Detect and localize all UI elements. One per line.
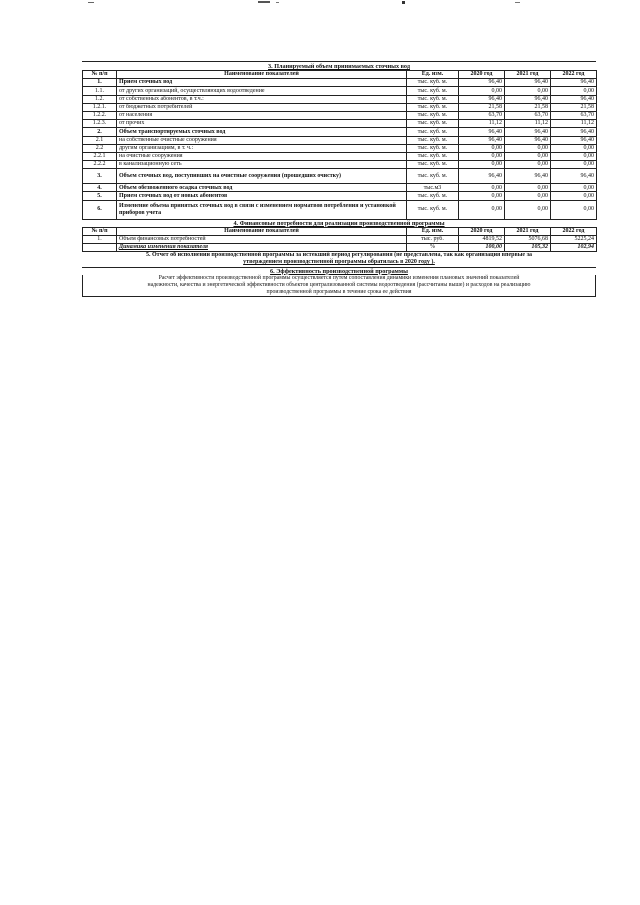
table-row [83, 152, 597, 160]
value-2020: 0,00 [459, 87, 505, 95]
row-unit: тыс. куб. м. [407, 169, 459, 184]
value-2020: 96,40 [459, 128, 505, 136]
value-2020: 0,00 [459, 144, 505, 152]
row-name: от населения [117, 111, 407, 119]
section6-text-box [82, 275, 596, 298]
value-2022: 0,00 [551, 161, 597, 169]
value-2021: 5076,68 [505, 235, 551, 243]
table-row [83, 200, 597, 219]
table-row [83, 144, 597, 152]
row-number: 1.2. [83, 95, 117, 103]
row-name: Динамика изменения показателя [117, 244, 407, 252]
row-unit: тыс. руб. [407, 235, 459, 243]
section6-line: Расчет эффективности производственной программы осуществляется путем сопоставления динамики изменения плановых значений показателей [158, 274, 520, 281]
row-number: 6. [83, 200, 117, 219]
value-2022: 5225,24 [551, 235, 597, 243]
value-2022: 0,00 [551, 192, 597, 200]
value-2022: 0,00 [551, 152, 597, 160]
table-row [83, 120, 597, 128]
value-2021: 0,00 [505, 200, 551, 219]
value-2021: 0,00 [505, 152, 551, 160]
value-2022: 0,00 [551, 184, 597, 192]
table-row [83, 184, 597, 192]
row-number: 1. [83, 79, 117, 87]
col-header-2020: 2020 год [459, 71, 505, 79]
table-row [83, 87, 597, 95]
value-2022: 0,00 [551, 200, 597, 219]
row-number [83, 244, 117, 252]
row-unit: тыс.м3 [407, 184, 459, 192]
value-2021: 105,32 [505, 244, 551, 252]
value-2022: 63,70 [551, 111, 597, 119]
value-2022: 0,00 [551, 87, 597, 95]
row-unit: тыс. куб. м. [407, 79, 459, 87]
col-header-2021: 2021 год [505, 71, 551, 79]
section6-title: 6. Эффективность производственной программы [270, 267, 408, 275]
value-2022: 96,40 [551, 169, 597, 184]
col-header-unit: Ед. изм. [407, 71, 459, 79]
row-unit: тыс. куб. м. [407, 87, 459, 95]
row-name: Объем сточных вод, поступивших на очистные сооружения (прошедших очистку) [117, 169, 407, 184]
value-2020: 96,40 [459, 136, 505, 144]
row-number: 1.1. [83, 87, 117, 95]
row-number: 2.1 [83, 136, 117, 144]
row-number: 1.2.1. [83, 103, 117, 111]
value-2022: 96,40 [551, 79, 597, 87]
table-row [83, 128, 597, 136]
top-rule [82, 61, 596, 62]
col-header-2021: 2021 год [505, 227, 551, 235]
value-2021: 0,00 [505, 144, 551, 152]
value-2020: 100,00 [459, 244, 505, 252]
value-2020: 0,00 [459, 152, 505, 160]
value-2022: 11,12 [551, 120, 597, 128]
value-2022: 96,40 [551, 128, 597, 136]
table-row [83, 111, 597, 119]
row-name: от собственных абонентов, в т.ч.: [117, 95, 407, 103]
row-number: 2. [83, 128, 117, 136]
value-2021: 96,40 [505, 136, 551, 144]
row-unit: тыс. куб. м. [407, 120, 459, 128]
section5-line1: 5. Отчет об исполнении производственной программы за истекший период регулирования (не представлена, так как организация впервые за [145, 252, 533, 259]
value-2021: 96,40 [505, 95, 551, 103]
value-2020: 0,00 [459, 161, 505, 169]
value-2022: 96,40 [551, 136, 597, 144]
table-row [83, 103, 597, 111]
table-row [83, 169, 597, 184]
row-unit: тыс. куб. м. [407, 95, 459, 103]
col-header-name: Наименование показателей [117, 71, 407, 79]
row-unit: тыс. куб. м. [407, 128, 459, 136]
row-number: 3. [83, 169, 117, 184]
row-name: Прием сточных вод [117, 79, 407, 87]
value-2020: 21,58 [459, 103, 505, 111]
row-unit: тыс. куб. м. [407, 200, 459, 219]
row-name: Прием сточных вод от новых абонентов [117, 192, 407, 200]
value-2022: 96,40 [551, 95, 597, 103]
row-name: от других организаций, осуществляющих водоотведение [117, 87, 407, 95]
col-header-2020: 2020 год [459, 227, 505, 235]
value-2021: 96,40 [505, 169, 551, 184]
row-unit: % [407, 244, 459, 252]
table-row [83, 136, 597, 144]
row-name: от бюджетных потребителей [117, 103, 407, 111]
table-row [83, 235, 597, 243]
row-number: 5. [83, 192, 117, 200]
value-2020: 96,40 [459, 169, 505, 184]
row-name: Изменение объема принятых сточных вод в связи с изменением норматвов потребления и установкой приборов учета [117, 200, 407, 219]
value-2020: 4819,52 [459, 235, 505, 243]
value-2020: 63,70 [459, 111, 505, 119]
section3-title: 3. Планируемый объем принимаемых сточных вод [268, 63, 410, 70]
row-number: 1.2.2. [83, 111, 117, 119]
value-2021: 11,12 [505, 120, 551, 128]
section3-table [82, 70, 597, 220]
col-header-num: № п/п [83, 227, 117, 235]
value-2021: 96,40 [505, 79, 551, 87]
table-row [83, 161, 597, 169]
row-unit: тыс. куб. м. [407, 103, 459, 111]
section5-report [82, 252, 596, 267]
table-row [83, 95, 597, 103]
value-2021: 0,00 [505, 184, 551, 192]
table-row [83, 79, 597, 87]
value-2020: 0,00 [459, 192, 505, 200]
col-header-num: № п/п [83, 71, 117, 79]
row-name: Объем обезвоженного осадка сточных вод [117, 184, 407, 192]
value-2020: 0,00 [459, 184, 505, 192]
row-number: 2.2 [83, 144, 117, 152]
value-2020: 96,40 [459, 79, 505, 87]
value-2022: 102,94 [551, 244, 597, 252]
scan-artifacts [0, 0, 640, 10]
row-number: 1. [83, 235, 117, 243]
col-header-2022: 2022 год [551, 71, 597, 79]
row-number: 1.2.3. [83, 120, 117, 128]
row-unit: тыс. куб. м. [407, 152, 459, 160]
col-header-name: Наименование показателей [117, 227, 407, 235]
value-2021: 63,70 [505, 111, 551, 119]
value-2021: 0,00 [505, 87, 551, 95]
section3-header-row [83, 71, 597, 79]
table-row [83, 192, 597, 200]
row-unit: тыс. куб. м. [407, 192, 459, 200]
table-row [83, 244, 597, 252]
value-2021: 21,58 [505, 103, 551, 111]
row-name: Объем транспортируемых сточных вод [117, 128, 407, 136]
value-2021: 0,00 [505, 192, 551, 200]
col-header-unit: Ед. изм. [407, 227, 459, 235]
row-name: Объем финансовых потребностей [117, 235, 407, 243]
section6-line: надежности, качества и энергетической эффективности объектов централизованной системы водоотведения (рассчитаны выше) и расходов на реализацию [147, 281, 531, 288]
row-unit: тыс. куб. м. [407, 144, 459, 152]
section6-line: производственной программы в течение срока ее действия [266, 289, 412, 296]
value-2020: 96,40 [459, 95, 505, 103]
row-name: на собственные очистные сооружения [117, 136, 407, 144]
row-number: 2.2.2 [83, 161, 117, 169]
row-name: на очистные сооружения [117, 152, 407, 160]
col-header-2022: 2022 год [551, 227, 597, 235]
value-2021: 96,40 [505, 128, 551, 136]
value-2021: 0,00 [505, 161, 551, 169]
row-name: от прочих [117, 120, 407, 128]
value-2020: 0,00 [459, 200, 505, 219]
row-name: в канализационную сеть [117, 161, 407, 169]
value-2022: 21,58 [551, 103, 597, 111]
value-2022: 0,00 [551, 144, 597, 152]
row-number: 2.2.1 [83, 152, 117, 160]
section4-title: 4. Финансовые потребности для реализации производственной программы [233, 219, 445, 227]
section5-line2: утверждением производственной программы обратилась в 2020 году ). [243, 259, 435, 266]
document-page [82, 61, 596, 297]
row-unit: тыс. куб. м. [407, 111, 459, 119]
row-unit: тыс. куб. м. [407, 136, 459, 144]
row-unit: тыс. куб. м. [407, 161, 459, 169]
section4-table [82, 227, 597, 253]
value-2020: 11,12 [459, 120, 505, 128]
section4-header-row [83, 227, 597, 235]
row-number: 4. [83, 184, 117, 192]
row-name: другим организациям, в т. ч.: [117, 144, 407, 152]
